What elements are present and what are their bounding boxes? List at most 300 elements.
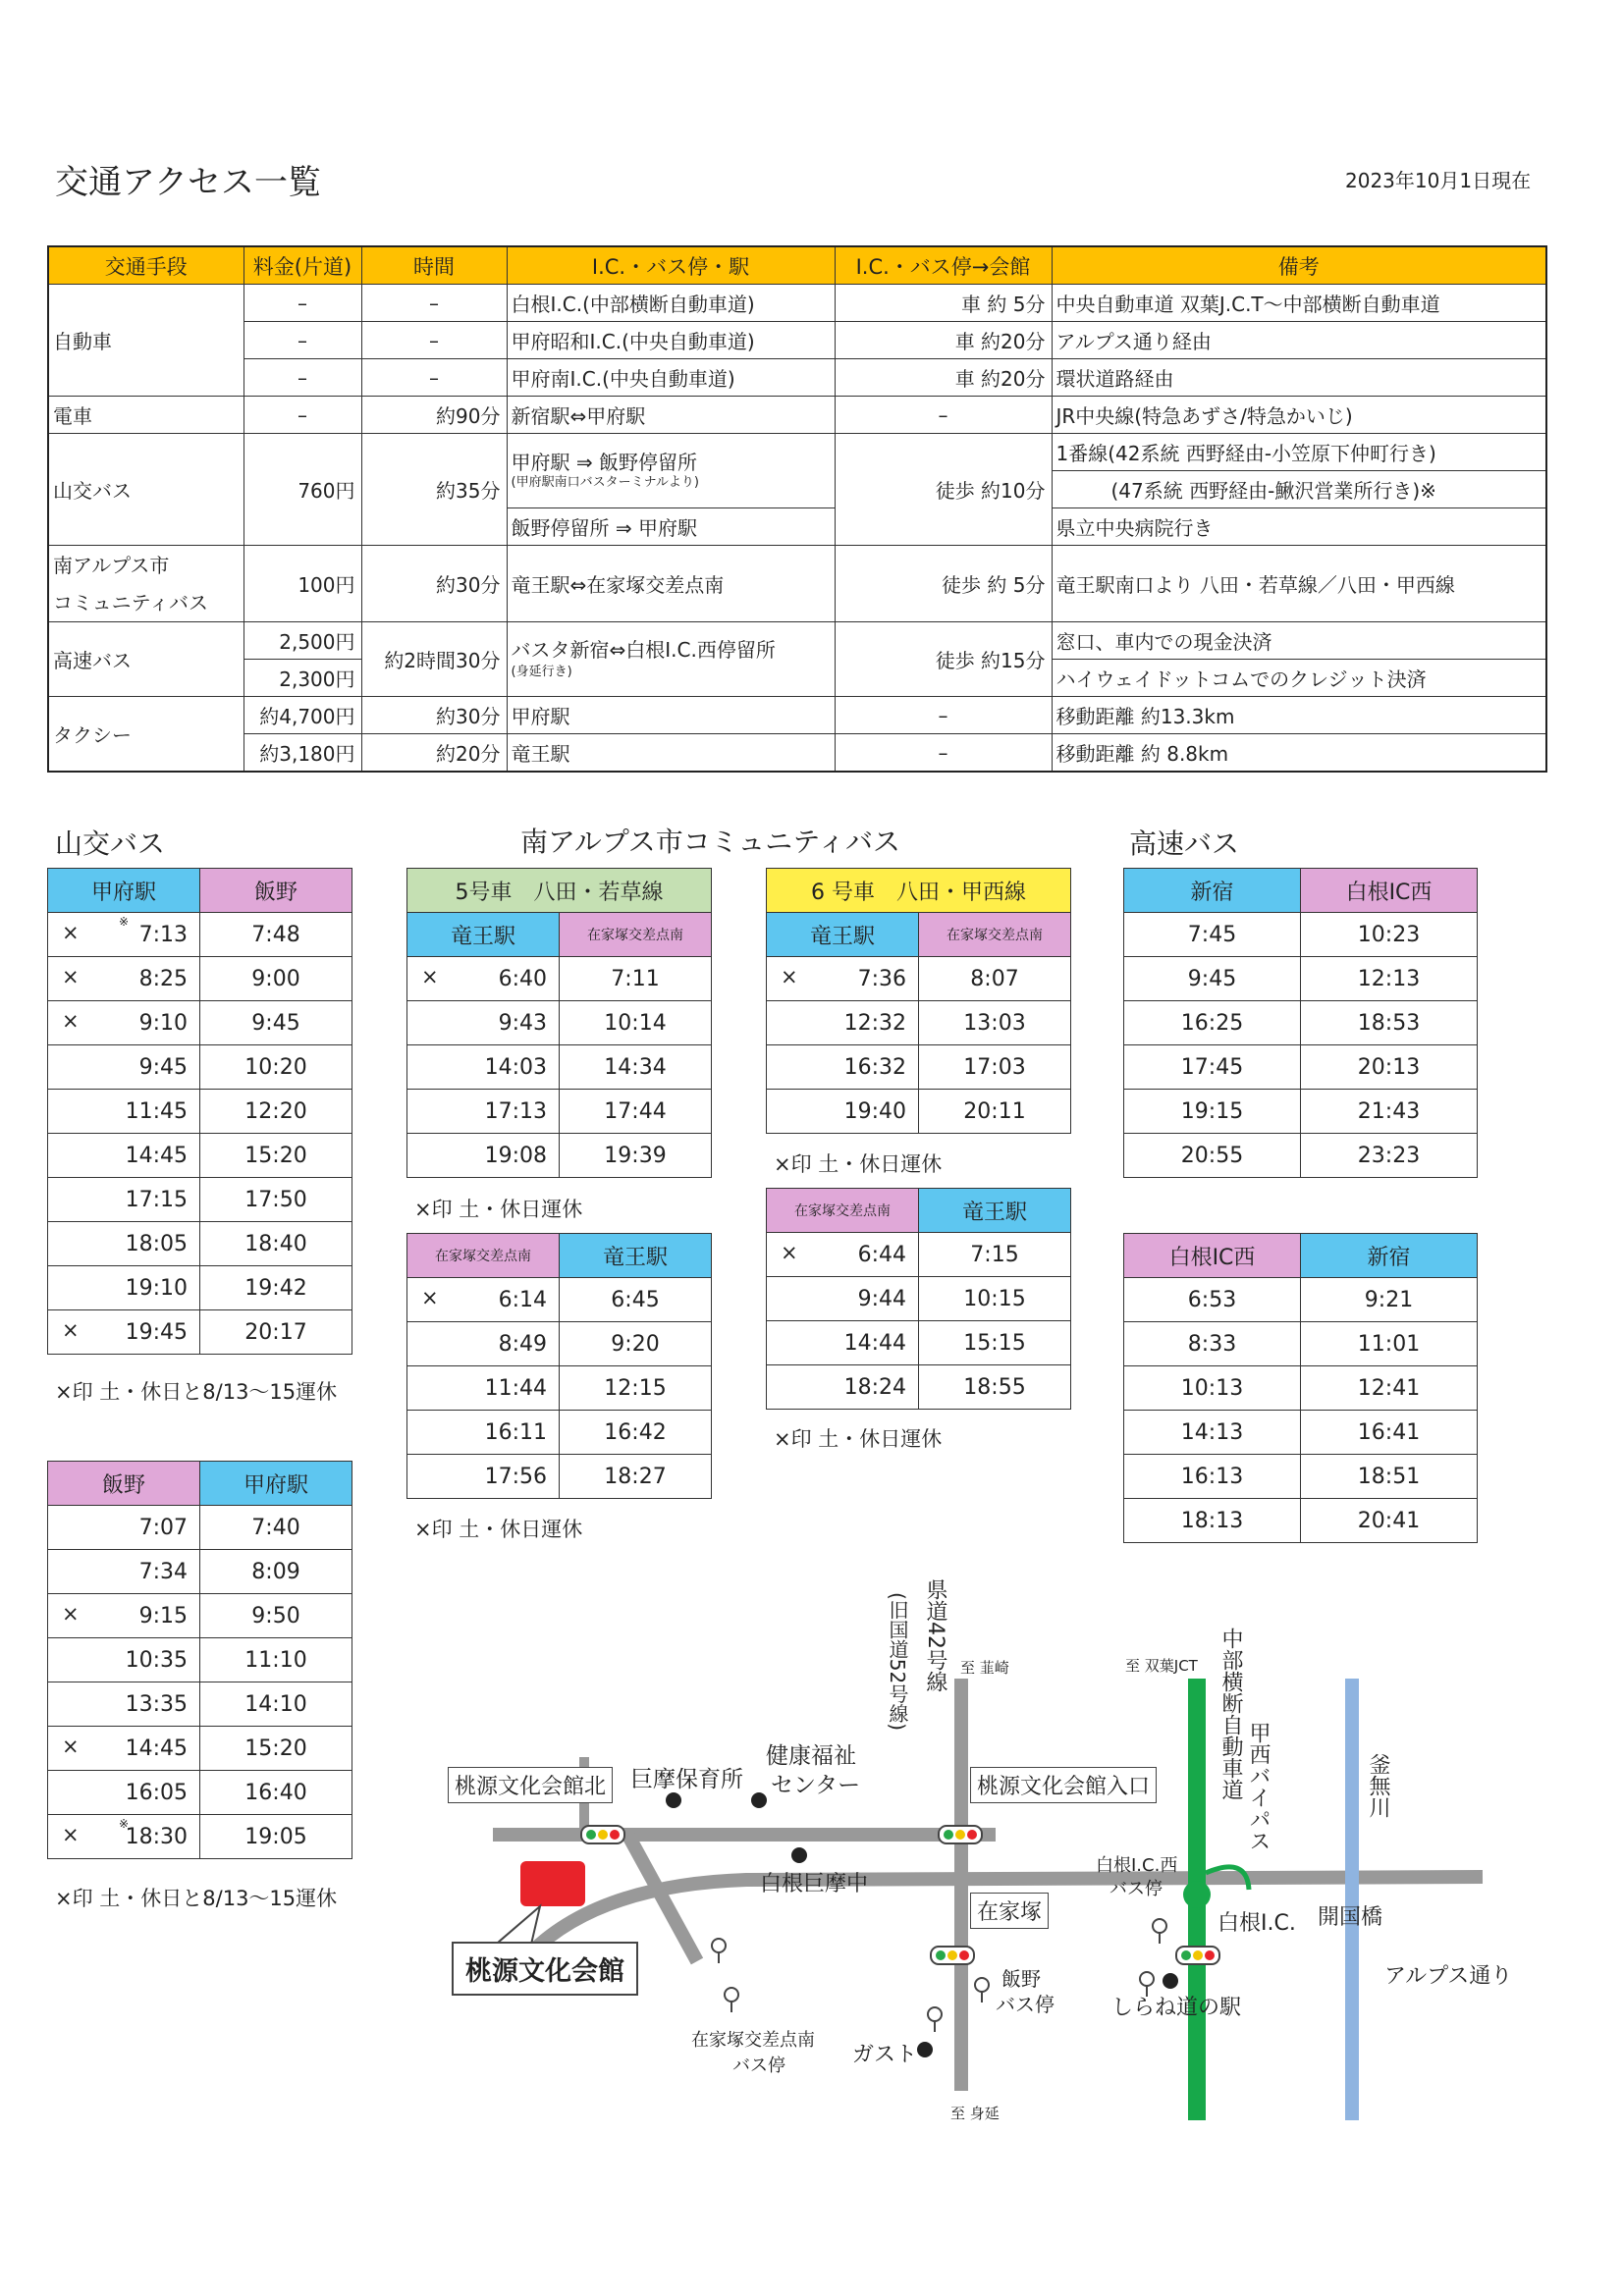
timetable-line-header bbox=[407, 869, 712, 913]
header-cell: 料金(片道) bbox=[243, 246, 361, 285]
departure-cell bbox=[48, 1727, 200, 1771]
departure-time: 19:08 bbox=[484, 1143, 547, 1168]
table-row bbox=[48, 1638, 352, 1682]
table-row bbox=[48, 734, 1546, 773]
timetable-header bbox=[48, 1462, 352, 1506]
time-cell: – bbox=[361, 322, 507, 359]
arrival-cell: 10:23 bbox=[1301, 913, 1478, 957]
departure-cell bbox=[48, 1001, 200, 1045]
kaimei-bridge-label: 開国橋 bbox=[1318, 1905, 1383, 1930]
holiday-mark: × bbox=[62, 1318, 80, 1342]
departure-time: 18:05 bbox=[125, 1231, 188, 1256]
line5-inbound-timetable bbox=[406, 1233, 712, 1499]
time-cell: 約20分 bbox=[361, 734, 507, 773]
departure-time: 7:07 bbox=[138, 1515, 188, 1540]
table-row bbox=[767, 1045, 1071, 1090]
arrival-cell: 20:41 bbox=[1301, 1499, 1478, 1543]
table-row bbox=[1124, 1001, 1478, 1045]
arrival-cell: 14:34 bbox=[560, 1045, 712, 1090]
place-cell: 竜王駅 bbox=[507, 734, 835, 773]
table-row bbox=[48, 434, 1546, 471]
time-cell: 約35分 bbox=[361, 434, 507, 546]
venue-north-label: 桃源文化会館北 bbox=[448, 1767, 613, 1803]
header-cell: 竜王駅 bbox=[407, 913, 560, 957]
place-sub: (甲府駅南口バスターミナルより) bbox=[511, 475, 699, 491]
table-row bbox=[48, 1266, 352, 1310]
departure-time: 14:45 bbox=[125, 1143, 188, 1168]
departure-time: 17:45 bbox=[1180, 1054, 1244, 1080]
header-cell: 新宿 bbox=[1301, 1234, 1478, 1278]
table-row bbox=[1124, 1455, 1478, 1499]
departure-time: 9:10 bbox=[138, 1010, 188, 1036]
mode-line: コミュニティバス bbox=[53, 590, 208, 614]
place-cell: 白根I.C.(中部横断自動車道) bbox=[507, 285, 835, 322]
table-row bbox=[407, 1366, 712, 1411]
arrival-cell: 20:11 bbox=[919, 1090, 1071, 1134]
note-cell: 竜王駅南口より 八田・若草線／八田・甲西線 bbox=[1052, 546, 1546, 622]
alps-street-label: アルプス通り bbox=[1384, 1964, 1513, 1989]
departure-cell bbox=[1124, 1366, 1301, 1411]
to-minobu-label: 至 身延 bbox=[950, 2105, 1000, 2122]
departure-cell bbox=[1124, 1499, 1301, 1543]
table-row bbox=[1124, 1322, 1478, 1366]
departure-cell bbox=[48, 1266, 200, 1310]
traffic-light-4 bbox=[1176, 1947, 1219, 1964]
arrival-cell: 16:41 bbox=[1301, 1411, 1478, 1455]
time-cell: 約30分 bbox=[361, 546, 507, 622]
arrival-cell: 19:05 bbox=[200, 1815, 352, 1859]
time-cell: 約90分 bbox=[361, 397, 507, 434]
sanko-inbound-timetable bbox=[47, 1461, 352, 1859]
ic-west-stop-label-2: バス停 bbox=[1109, 1879, 1163, 1899]
arrival-cell: 7:11 bbox=[560, 957, 712, 1001]
to-futaba-label: 至 双葉JCT bbox=[1125, 1657, 1198, 1675]
departure-time: 12:32 bbox=[843, 1010, 906, 1036]
departure-cell bbox=[48, 1638, 200, 1682]
table-row bbox=[48, 1222, 352, 1266]
departure-time: 16:11 bbox=[484, 1419, 547, 1445]
zaikezuka-stop-label-2: バス停 bbox=[732, 2056, 785, 2076]
table-row bbox=[48, 397, 1546, 434]
sanko-outbound-timetable bbox=[47, 868, 352, 1355]
note-cell: 環状道路経由 bbox=[1052, 359, 1546, 397]
departure-time: 7:13 bbox=[138, 922, 188, 947]
holiday-mark: × bbox=[781, 965, 798, 988]
table-row bbox=[48, 913, 352, 957]
departure-time: 6:53 bbox=[1187, 1287, 1237, 1312]
departure-time: 19:10 bbox=[125, 1275, 188, 1301]
table-row bbox=[407, 1411, 712, 1455]
sanko-outbound-note: ×印 土・休日と8/13～15運休 bbox=[55, 1380, 338, 1404]
arrival-cell: 18:51 bbox=[1301, 1455, 1478, 1499]
timetable-body bbox=[48, 913, 352, 1355]
access-map bbox=[432, 1561, 1532, 2130]
arrival-cell: 12:13 bbox=[1301, 957, 1478, 1001]
holiday-mark: × bbox=[62, 1602, 80, 1626]
departure-time: 9:43 bbox=[498, 1010, 547, 1036]
timetable-body bbox=[767, 957, 1071, 1134]
table-row bbox=[48, 1594, 352, 1638]
mode-cell: 高速バス bbox=[48, 622, 243, 697]
header-cell: 甲府駅 bbox=[48, 869, 200, 913]
departure-cell bbox=[767, 1277, 919, 1321]
departure-cell bbox=[1124, 1045, 1301, 1090]
arrival-cell: 21:43 bbox=[1301, 1090, 1478, 1134]
table-row bbox=[48, 1506, 352, 1550]
timetable-header bbox=[767, 913, 1071, 957]
table-row bbox=[407, 1090, 712, 1134]
arrival-cell: 12:20 bbox=[200, 1090, 352, 1134]
departure-cell bbox=[1124, 1090, 1301, 1134]
line6-inbound-timetable bbox=[766, 1188, 1071, 1410]
departure-cell bbox=[767, 1045, 919, 1090]
header-cell: 備考 bbox=[1052, 246, 1546, 285]
arrival-cell: 11:01 bbox=[1301, 1322, 1478, 1366]
school-dot bbox=[791, 1847, 807, 1863]
departure-time: 17:13 bbox=[484, 1098, 547, 1124]
departure-cell bbox=[407, 1411, 560, 1455]
arrival-cell: 17:50 bbox=[200, 1178, 352, 1222]
fee-cell: 2,300円 bbox=[243, 660, 361, 697]
departure-time: 7:36 bbox=[857, 966, 906, 991]
ic-marker bbox=[1183, 1881, 1211, 1908]
header-cell: I.C.・バス停・駅 bbox=[507, 246, 835, 285]
community-bus-title: 南アルプス市コミュニティバス bbox=[520, 826, 900, 858]
bus-stop-pin bbox=[928, 2007, 942, 2032]
venue-marker bbox=[520, 1861, 585, 1906]
health-center-label-2: センター bbox=[771, 1773, 861, 1798]
departure-time: 19:15 bbox=[1180, 1098, 1244, 1124]
table-row bbox=[48, 1682, 352, 1727]
departure-time: 19:40 bbox=[843, 1098, 906, 1124]
to-hall-cell: – bbox=[835, 734, 1052, 773]
river-line bbox=[1345, 1679, 1359, 2120]
michinoeki-label: しらね道の駅 bbox=[1111, 1996, 1242, 2020]
table-row bbox=[767, 1321, 1071, 1365]
note-cell: ハイウェイドットコムでのクレジット決済 bbox=[1052, 660, 1546, 697]
departure-cell bbox=[48, 957, 200, 1001]
header-cell: 交通手段 bbox=[48, 246, 243, 285]
to-hall-cell: 車 約20分 bbox=[835, 322, 1052, 359]
arrival-cell: 9:20 bbox=[560, 1322, 712, 1366]
iino-stop-label-1: 飯野 bbox=[1001, 1967, 1041, 1991]
timetable-body bbox=[407, 957, 712, 1178]
holiday-mark: × bbox=[781, 1241, 798, 1264]
ic-west-stop-label-1: 白根I.C.西 bbox=[1096, 1855, 1178, 1876]
timetable-header bbox=[48, 869, 352, 913]
traffic-light-3 bbox=[931, 1947, 974, 1964]
mode-cell bbox=[48, 546, 243, 622]
table-row bbox=[48, 322, 1546, 359]
holiday-mark: × bbox=[62, 1735, 80, 1758]
arrival-cell: 15:20 bbox=[200, 1134, 352, 1178]
departure-time: 11:44 bbox=[484, 1375, 547, 1401]
departure-time: 11:45 bbox=[125, 1098, 188, 1124]
arrival-cell: 10:15 bbox=[919, 1277, 1071, 1321]
departure-cell bbox=[1124, 1411, 1301, 1455]
nursery-label: 巨摩保育所 bbox=[630, 1767, 743, 1792]
line5-outbound-timetable bbox=[406, 868, 712, 1178]
arrival-cell: 20:17 bbox=[200, 1310, 352, 1355]
departure-cell bbox=[48, 1090, 200, 1134]
departure-time: 8:33 bbox=[1187, 1331, 1237, 1357]
to-hall-cell: – bbox=[835, 697, 1052, 734]
departure-cell bbox=[767, 1233, 919, 1277]
departure-cell bbox=[407, 1366, 560, 1411]
timetable-body bbox=[1124, 1278, 1478, 1543]
place-cell bbox=[507, 622, 835, 697]
departure-time: 14:03 bbox=[484, 1054, 547, 1080]
venue-entrance-label: 桃源文化会館入口 bbox=[970, 1767, 1157, 1803]
fee-cell: 760円 bbox=[243, 434, 361, 546]
table-row bbox=[48, 1090, 352, 1134]
departure-time: 10:13 bbox=[1180, 1375, 1244, 1401]
header-cell: 竜王駅 bbox=[919, 1189, 1071, 1233]
to-hall-cell: 徒歩 約 5分 bbox=[835, 546, 1052, 622]
table-row bbox=[48, 1727, 352, 1771]
arrival-cell: 18:53 bbox=[1301, 1001, 1478, 1045]
departure-time: 18:13 bbox=[1180, 1508, 1244, 1533]
table-row bbox=[767, 1365, 1071, 1410]
header-cell: 時間 bbox=[361, 246, 507, 285]
fee-cell: – bbox=[243, 397, 361, 434]
header-cell: 在家塚交差点南 bbox=[767, 1189, 919, 1233]
table-row bbox=[48, 1815, 352, 1859]
departure-cell bbox=[48, 1815, 200, 1859]
departure-time: 16:32 bbox=[843, 1054, 906, 1080]
access-table bbox=[47, 245, 1547, 773]
table-row bbox=[48, 1134, 352, 1178]
arrival-cell: 9:45 bbox=[200, 1001, 352, 1045]
arrival-cell: 9:21 bbox=[1301, 1278, 1478, 1322]
departure-time: 7:45 bbox=[1187, 922, 1237, 947]
departure-cell bbox=[48, 1310, 200, 1355]
header-cell: 飯野 bbox=[48, 1462, 200, 1506]
holiday-mark: × bbox=[62, 1009, 80, 1033]
line6-inbound-note: ×印 土・休日運休 bbox=[774, 1427, 943, 1451]
table-header-row bbox=[48, 246, 1546, 285]
zaikezuka-label: 在家塚 bbox=[970, 1893, 1049, 1929]
departure-cell bbox=[767, 1090, 919, 1134]
mode-cell: 山交バス bbox=[48, 434, 243, 546]
table-row bbox=[407, 1322, 712, 1366]
arrival-cell: 6:45 bbox=[560, 1278, 712, 1322]
holiday-mark: × bbox=[421, 965, 439, 988]
departure-time: 14:13 bbox=[1180, 1419, 1244, 1445]
arrival-cell: 18:40 bbox=[200, 1222, 352, 1266]
departure-cell bbox=[407, 1045, 560, 1090]
departure-cell bbox=[48, 913, 200, 957]
place-cell bbox=[507, 434, 835, 508]
michinoeki-dot bbox=[1163, 1973, 1178, 1989]
arrival-cell: 16:42 bbox=[560, 1411, 712, 1455]
departure-time: 14:44 bbox=[843, 1330, 906, 1356]
bus-stop-pin bbox=[1153, 1919, 1166, 1944]
table-row bbox=[48, 359, 1546, 397]
departure-time: 9:15 bbox=[138, 1603, 188, 1629]
river-label: 釜無川 bbox=[1366, 1753, 1390, 1818]
table-row bbox=[1124, 1499, 1478, 1543]
table-row bbox=[1124, 1278, 1478, 1322]
arrival-cell: 14:10 bbox=[200, 1682, 352, 1727]
shirane-ic-label: 白根I.C. bbox=[1217, 1911, 1296, 1936]
bus-stop-pin bbox=[725, 1988, 738, 2012]
time-cell: 約2時間30分 bbox=[361, 622, 507, 697]
arrival-cell: 20:13 bbox=[1301, 1045, 1478, 1090]
departure-time: 6:44 bbox=[857, 1242, 906, 1267]
header-cell: 白根IC西 bbox=[1124, 1234, 1301, 1278]
header-cell: 飯野 bbox=[200, 869, 352, 913]
fee-cell: 100円 bbox=[243, 546, 361, 622]
time-cell: – bbox=[361, 285, 507, 322]
line6-outbound-note: ×印 土・休日運休 bbox=[774, 1152, 943, 1176]
to-hall-cell: – bbox=[835, 397, 1052, 434]
table-row bbox=[407, 957, 712, 1001]
departure-cell bbox=[767, 957, 919, 1001]
arrival-cell: 19:39 bbox=[560, 1134, 712, 1178]
fee-cell: – bbox=[243, 285, 361, 322]
arrival-cell: 17:44 bbox=[560, 1090, 712, 1134]
iino-stop-label-2: バス停 bbox=[996, 1993, 1055, 2016]
road-horizontal-upper bbox=[493, 1828, 996, 1842]
table-row bbox=[767, 957, 1071, 1001]
school-label: 白根巨摩中 bbox=[760, 1872, 869, 1896]
line-name: 5号車 八田・若草線 bbox=[407, 869, 712, 913]
departure-cell bbox=[1124, 1001, 1301, 1045]
gusto-dot bbox=[917, 2042, 933, 2057]
note-cell: アルプス通り経由 bbox=[1052, 322, 1546, 359]
table-row bbox=[48, 1550, 352, 1594]
mode-cell: 自動車 bbox=[48, 285, 243, 397]
departure-cell bbox=[48, 1222, 200, 1266]
timetable-body bbox=[407, 1278, 712, 1499]
table-row bbox=[767, 1001, 1071, 1045]
to-hall-cell: 徒歩 約15分 bbox=[835, 622, 1052, 697]
to-nirasaki-label: 至 韮崎 bbox=[960, 1659, 1009, 1677]
departure-time: 19:45 bbox=[125, 1319, 188, 1345]
timetable-body bbox=[48, 1506, 352, 1859]
table-row bbox=[1124, 1366, 1478, 1411]
departure-time: 16:13 bbox=[1180, 1464, 1244, 1489]
table-row bbox=[407, 1045, 712, 1090]
place-line: バスタ新宿⇔白根I.C.西停留所 bbox=[511, 638, 776, 663]
arrival-cell: 7:48 bbox=[200, 913, 352, 957]
arrival-cell: 8:09 bbox=[200, 1550, 352, 1594]
departure-time: 14:45 bbox=[125, 1735, 188, 1761]
departure-time: 6:14 bbox=[498, 1287, 547, 1312]
holiday-mark: × bbox=[62, 1823, 80, 1846]
departure-cell bbox=[48, 1771, 200, 1815]
header-cell: 白根IC西 bbox=[1301, 869, 1478, 913]
departure-cell bbox=[1124, 1322, 1301, 1366]
to-hall-cell: 車 約20分 bbox=[835, 359, 1052, 397]
header-cell: 甲府駅 bbox=[200, 1462, 352, 1506]
table-row bbox=[48, 697, 1546, 734]
table-row bbox=[407, 1001, 712, 1045]
health-center-label-1: 健康福祉 bbox=[766, 1743, 856, 1769]
arrival-cell: 19:42 bbox=[200, 1266, 352, 1310]
table-row bbox=[48, 546, 1546, 622]
line5-outbound-note: ×印 土・休日運休 bbox=[414, 1198, 583, 1221]
departure-cell bbox=[407, 1455, 560, 1499]
departure-cell bbox=[1124, 1134, 1301, 1178]
place-cell: 甲府南I.C.(中央自動車道) bbox=[507, 359, 835, 397]
departure-time: 16:25 bbox=[1180, 1010, 1244, 1036]
arrival-cell: 10:20 bbox=[200, 1045, 352, 1090]
departure-time: 9:45 bbox=[1187, 966, 1237, 991]
fee-cell: 2,500円 bbox=[243, 622, 361, 660]
traffic-light-1 bbox=[581, 1826, 624, 1843]
page-title: 交通アクセス一覧 bbox=[55, 163, 321, 202]
arrival-cell: 7:15 bbox=[919, 1233, 1071, 1277]
table-row bbox=[1124, 957, 1478, 1001]
arrival-cell: 18:27 bbox=[560, 1455, 712, 1499]
departure-time: 20:55 bbox=[1180, 1143, 1244, 1168]
table-row bbox=[1124, 1045, 1478, 1090]
table-row bbox=[767, 1277, 1071, 1321]
holiday-mark: × bbox=[62, 965, 80, 988]
mode-cell: 電車 bbox=[48, 397, 243, 434]
arrival-cell: 23:23 bbox=[1301, 1134, 1478, 1178]
highway-bus-title: 高速バス bbox=[1129, 828, 1240, 860]
header-cell: 在家塚交差点南 bbox=[919, 913, 1071, 957]
arrival-cell: 18:55 bbox=[919, 1365, 1071, 1410]
departure-cell bbox=[48, 1682, 200, 1727]
departure-time: 17:15 bbox=[125, 1187, 188, 1212]
place-sub: (身延行き) bbox=[511, 665, 572, 680]
departure-time: 10:35 bbox=[125, 1647, 188, 1673]
note-cell: 中央自動車道 双葉J.C.T～中部横断自動車道 bbox=[1052, 285, 1546, 322]
pref-road-label: 県道42号線 bbox=[923, 1578, 947, 1692]
fee-cell: 約4,700円 bbox=[243, 697, 361, 734]
table-row bbox=[48, 1045, 352, 1090]
line5-inbound-note: ×印 土・休日運休 bbox=[414, 1518, 583, 1541]
timetable-header bbox=[1124, 1234, 1478, 1278]
fee-cell: 約3,180円 bbox=[243, 734, 361, 773]
table-row bbox=[48, 622, 1546, 660]
table-row bbox=[407, 1134, 712, 1178]
departure-time: 17:56 bbox=[484, 1464, 547, 1489]
departure-time: 8:49 bbox=[498, 1331, 547, 1357]
fee-cell: – bbox=[243, 359, 361, 397]
note-text: (47系統 西野経由-鰍沢営業所行き)※ bbox=[1110, 479, 1436, 503]
departure-time: 9:44 bbox=[857, 1286, 906, 1311]
traffic-light-2 bbox=[939, 1826, 982, 1843]
highway-inbound-timetable bbox=[1123, 1233, 1478, 1543]
arrival-cell: 15:15 bbox=[919, 1321, 1071, 1365]
table-row bbox=[407, 1278, 712, 1322]
departure-time: 6:40 bbox=[498, 966, 547, 991]
note-mark: ※ bbox=[119, 915, 130, 929]
timetable-header bbox=[407, 1234, 712, 1278]
fee-cell: – bbox=[243, 322, 361, 359]
place-cell: 甲府駅 bbox=[507, 697, 835, 734]
arrival-cell: 17:03 bbox=[919, 1045, 1071, 1090]
table-row bbox=[1124, 1090, 1478, 1134]
departure-cell bbox=[1124, 957, 1301, 1001]
table-row bbox=[48, 1310, 352, 1355]
note-cell: 1番線(42系統 西野経由-小笠原下仲町行き) bbox=[1052, 434, 1546, 471]
departure-cell bbox=[767, 1365, 919, 1410]
place-cell: 新宿駅⇔甲府駅 bbox=[507, 397, 835, 434]
to-hall-cell: 車 約 5分 bbox=[835, 285, 1052, 322]
arrival-cell: 11:10 bbox=[200, 1638, 352, 1682]
sanko-bus-title: 山交バス bbox=[55, 828, 166, 860]
timetable-header bbox=[407, 913, 712, 957]
to-hall-cell: 徒歩 約10分 bbox=[835, 434, 1052, 546]
place-cell: 竜王駅⇔在家塚交差点南 bbox=[507, 546, 835, 622]
zaikezuka-stop-label-1: 在家塚交差点南 bbox=[691, 2030, 815, 2051]
